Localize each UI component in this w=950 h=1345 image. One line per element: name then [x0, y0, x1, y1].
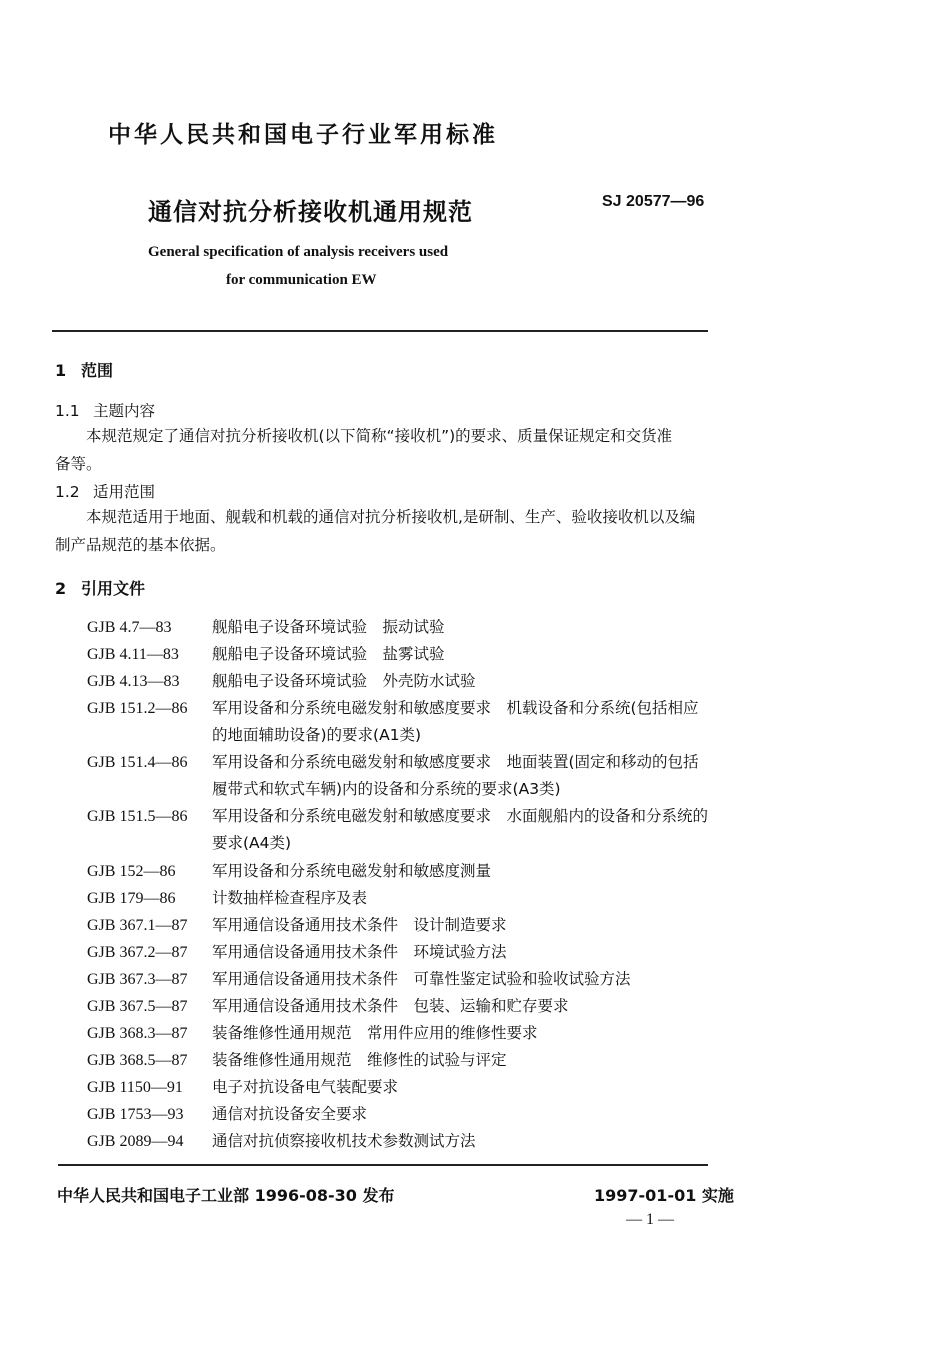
subsection-number: 1.2 — [55, 483, 80, 501]
paragraph-1-2-line-1: 本规范适用于地面、舰载和机载的通信对抗分析接收机,是研制、生产、验收接收机以及编 — [86, 508, 696, 526]
reference-title: 军用通信设备通用技术条件 包装、运输和贮存要求 — [212, 997, 569, 1015]
reference-code: GJB 151.4—86 — [87, 754, 188, 771]
reference-code: GJB 368.3—87 — [87, 1025, 188, 1042]
reference-item — [87, 912, 712, 939]
reference-item — [87, 749, 712, 803]
section-number: 2 — [55, 579, 67, 598]
reference-title: 通信对抗侦察接收机技术参数测试方法 — [212, 1132, 476, 1150]
english-title-line-2: for communication EW — [226, 272, 377, 288]
reference-code: GJB 4.13—83 — [87, 673, 180, 690]
reference-item — [87, 695, 712, 749]
reference-title: 电子对抗设备电气装配要求 — [212, 1078, 399, 1096]
reference-item — [87, 1101, 712, 1128]
reference-item — [87, 1128, 712, 1155]
reference-title: 军用设备和分系统电磁发射和敏感度要求 地面装置(固定和移动的包括履带式和软式车辆)内的设备和分系统的要求(A3类) — [212, 753, 699, 798]
reference-code: GJB 4.11—83 — [87, 646, 179, 663]
reference-code: GJB 151.2—86 — [87, 700, 188, 717]
reference-title: 军用通信设备通用技术条件 设计制造要求 — [212, 916, 507, 934]
document-title: 通信对抗分析接收机通用规范 — [148, 198, 473, 226]
reference-title: 舰船电子设备环境试验 外壳防水试验 — [212, 672, 476, 690]
reference-item — [87, 939, 712, 966]
reference-item — [87, 668, 712, 695]
reference-code: GJB 179—86 — [87, 890, 176, 907]
standard-category-title: 中华人民共和国电子行业军用标准 — [108, 122, 498, 148]
reference-code: GJB 367.5—87 — [87, 998, 188, 1015]
reference-item — [87, 993, 712, 1020]
reference-code: GJB 151.5—86 — [87, 808, 188, 825]
subsection-number: 1.1 — [55, 402, 80, 420]
reference-item — [87, 614, 712, 641]
reference-code: GJB 4.7—83 — [87, 619, 172, 636]
reference-title: 军用设备和分系统电磁发射和敏感度要求 机载设备和分系统(包括相应的地面辅助设备)的要求(A1类) — [212, 699, 699, 744]
reference-item — [87, 858, 712, 885]
reference-item — [87, 966, 712, 993]
footer-divider — [58, 1164, 708, 1166]
header-divider — [52, 330, 708, 332]
reference-item — [87, 885, 712, 912]
page-number: — 1 — — [626, 1211, 674, 1228]
paragraph-1-2-line-2: 制产品规范的基本依据。 — [55, 536, 226, 554]
issuer-line: 中华人民共和国电子工业部 1996-08-30 发布 — [57, 1186, 395, 1205]
reference-item — [87, 641, 712, 668]
reference-title: 军用设备和分系统电磁发射和敏感度测量 — [212, 862, 492, 880]
paragraph-1-1-line-1: 本规范规定了通信对抗分析接收机(以下简称“接收机”)的要求、质量保证规定和交货准 — [86, 427, 673, 445]
section-1-heading — [55, 358, 113, 381]
subsection-title: 主题内容 — [93, 402, 156, 420]
english-title-line-1: General specification of analysis receivers used — [148, 244, 449, 260]
subsection-title: 适用范围 — [93, 483, 156, 501]
section-number: 1 — [55, 361, 67, 380]
reference-title: 军用通信设备通用技术条件 可靠性鉴定试验和验收试验方法 — [212, 970, 631, 988]
reference-title: 军用设备和分系统电磁发射和敏感度要求 水面舰船内的设备和分系统的要求(A4类) — [212, 807, 709, 852]
reference-code: GJB 367.1—87 — [87, 917, 188, 934]
reference-code: GJB 1753—93 — [87, 1106, 184, 1123]
reference-code: GJB 368.5—87 — [87, 1052, 188, 1069]
section-2-heading — [55, 576, 145, 599]
reference-code: GJB 367.2—87 — [87, 944, 188, 961]
section-title: 引用文件 — [81, 579, 146, 598]
reference-title: 装备维修性通用规范 维修性的试验与评定 — [212, 1051, 507, 1069]
reference-item — [87, 1074, 712, 1101]
reference-title: 舰船电子设备环境试验 振动试验 — [212, 618, 445, 636]
reference-code: GJB 367.3—87 — [87, 971, 188, 988]
reference-title: 装备维修性通用规范 常用件应用的维修性要求 — [212, 1024, 538, 1042]
reference-item — [87, 1020, 712, 1047]
subsection-1-1-heading — [55, 399, 155, 421]
subsection-1-2-heading — [55, 480, 155, 502]
reference-item — [87, 1047, 712, 1074]
reference-title: 舰船电子设备环境试验 盐雾试验 — [212, 645, 445, 663]
reference-code: GJB 2089—94 — [87, 1133, 184, 1150]
section-title: 范围 — [81, 361, 114, 380]
standard-code: SJ 20577—96 — [602, 193, 705, 210]
paragraph-1-1-line-2: 备等。 — [55, 455, 102, 473]
reference-title: 计数抽样检查程序及表 — [212, 889, 368, 907]
reference-title: 通信对抗设备安全要求 — [212, 1105, 368, 1123]
reference-item — [87, 803, 712, 857]
reference-code: GJB 1150—91 — [87, 1079, 183, 1096]
effective-date: 1997-01-01 实施 — [594, 1186, 734, 1205]
reference-code: GJB 152—86 — [87, 863, 176, 880]
reference-title: 军用通信设备通用技术条件 环境试验方法 — [212, 943, 507, 961]
